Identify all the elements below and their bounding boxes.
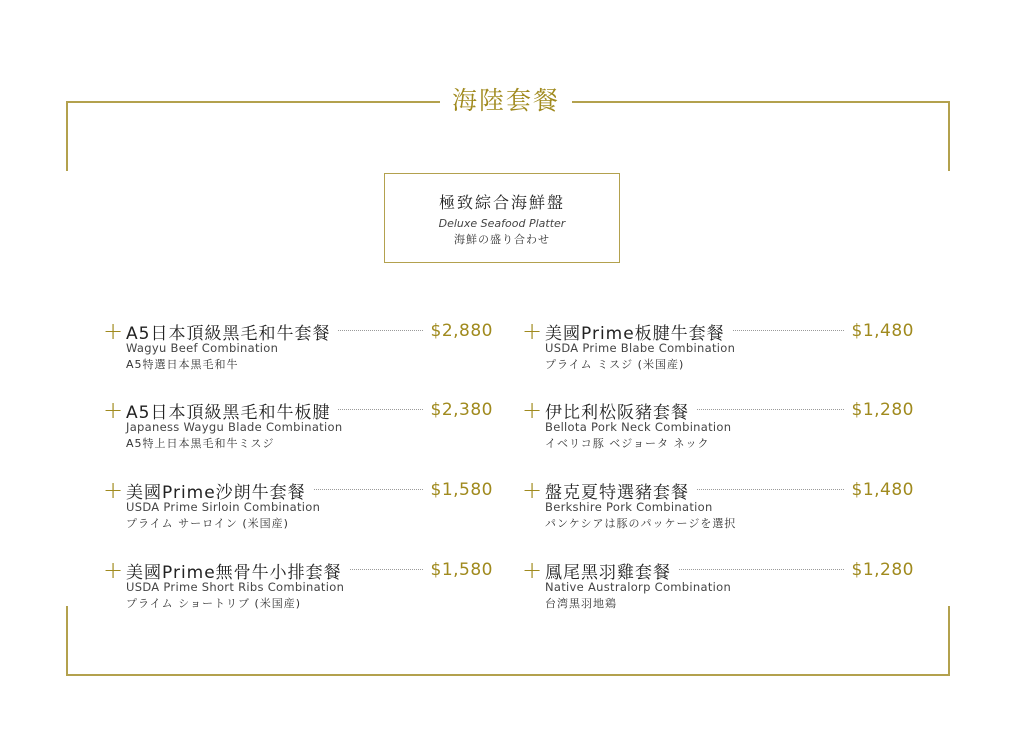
dotted-leader <box>697 409 844 410</box>
menu-item-name-en: USDA Prime Sirloin Combination <box>126 500 321 514</box>
dotted-leader <box>679 569 844 570</box>
frame-left-bottom-line <box>66 606 68 675</box>
menu-item-name: A5日本頂級黑毛和牛套餐 <box>126 323 331 344</box>
menu-item-name-en: Wagyu Beef Combination <box>126 341 279 355</box>
menu-item <box>103 478 493 538</box>
menu-item <box>103 558 493 618</box>
featured-name-ja: 海鮮の盛り合わせ <box>454 233 550 246</box>
menu-item-name-en: USDA Prime Blabe Combination <box>545 341 736 355</box>
menu-item-name: 美國Prime無骨牛小排套餐 <box>126 562 342 583</box>
featured-platter-box <box>384 173 620 263</box>
dotted-leader <box>697 489 844 490</box>
menu-item-name-en: Native Australorp Combination <box>545 580 732 594</box>
menu-item-name-ja: A5特選日本黒毛和牛 <box>126 358 239 371</box>
menu-item-name-ja: イベリコ豚 ベジョータ ネック <box>545 437 710 450</box>
plus-icon: + <box>522 396 543 424</box>
frame-top-right-line <box>572 101 950 103</box>
menu-item <box>103 319 493 379</box>
dotted-leader <box>350 569 423 570</box>
menu-item-name: 伊比利松阪豬套餐 <box>545 402 689 423</box>
menu-item-price: $1,480 <box>851 480 914 500</box>
menu-item <box>103 398 493 458</box>
plus-icon: + <box>103 317 124 345</box>
menu-item-price: $2,880 <box>430 321 493 341</box>
menu-item-name-ja: プライム ミスジ (米国産) <box>545 358 685 371</box>
frame-left-top-line <box>66 101 68 171</box>
menu-item-price: $1,280 <box>851 400 914 420</box>
plus-icon: + <box>522 476 543 504</box>
menu-item-name-ja: A5特上日本黒毛和牛ミスジ <box>126 437 275 450</box>
frame-top-left-line <box>66 101 440 103</box>
menu-item-name: 盤克夏特選豬套餐 <box>545 482 689 503</box>
menu-item-name-en: Berkshire Pork Combination <box>545 500 713 514</box>
menu-item <box>522 319 914 379</box>
menu-item-price: $1,480 <box>851 321 914 341</box>
menu-item-price: $1,280 <box>851 560 914 580</box>
menu-item-name-ja: パンケシアは豚のパッケージを選択 <box>545 517 737 530</box>
menu-item-price: $1,580 <box>430 560 493 580</box>
featured-name-en: Deluxe Seafood Platter <box>438 217 566 230</box>
menu-item-price: $2,380 <box>430 400 493 420</box>
menu-item-name: 鳳尾黑羽雞套餐 <box>545 562 671 583</box>
menu-item-price: $1,580 <box>430 480 493 500</box>
menu-item-name: 美國Prime沙朗牛套餐 <box>126 482 306 503</box>
menu-item <box>522 478 914 538</box>
menu-item-name-en: Bellota Pork Neck Combination <box>545 420 732 434</box>
menu-item-name-ja: プライム サーロイン (米国産) <box>126 517 289 530</box>
menu-item-name-en: Japaness Waygu Blade Combination <box>126 420 343 434</box>
menu-item-name-en: USDA Prime Short Ribs Combination <box>126 580 345 594</box>
featured-name-zh: 極致綜合海鮮盤 <box>438 193 565 212</box>
menu-item <box>522 558 914 618</box>
menu-item-name: A5日本頂級黑毛和牛板腱 <box>126 402 331 423</box>
frame-right-top-line <box>948 101 950 171</box>
plus-icon: + <box>103 476 124 504</box>
dotted-leader <box>314 489 423 490</box>
dotted-leader <box>733 330 844 331</box>
dotted-leader <box>338 409 422 410</box>
plus-icon: + <box>522 317 543 345</box>
frame-right-bottom-line <box>948 606 950 675</box>
menu-item-name-ja: プライム ショートリブ (米国産) <box>126 597 302 610</box>
dotted-leader <box>338 330 422 331</box>
plus-icon: + <box>103 556 124 584</box>
frame-bottom-line <box>66 674 950 676</box>
plus-icon: + <box>103 396 124 424</box>
section-title: 海陸套餐 <box>451 86 560 115</box>
menu-item-name-ja: 台湾黒羽地鶏 <box>545 597 617 610</box>
menu-item <box>522 398 914 458</box>
menu-item-name: 美國Prime板腱牛套餐 <box>545 323 725 344</box>
plus-icon: + <box>522 556 543 584</box>
